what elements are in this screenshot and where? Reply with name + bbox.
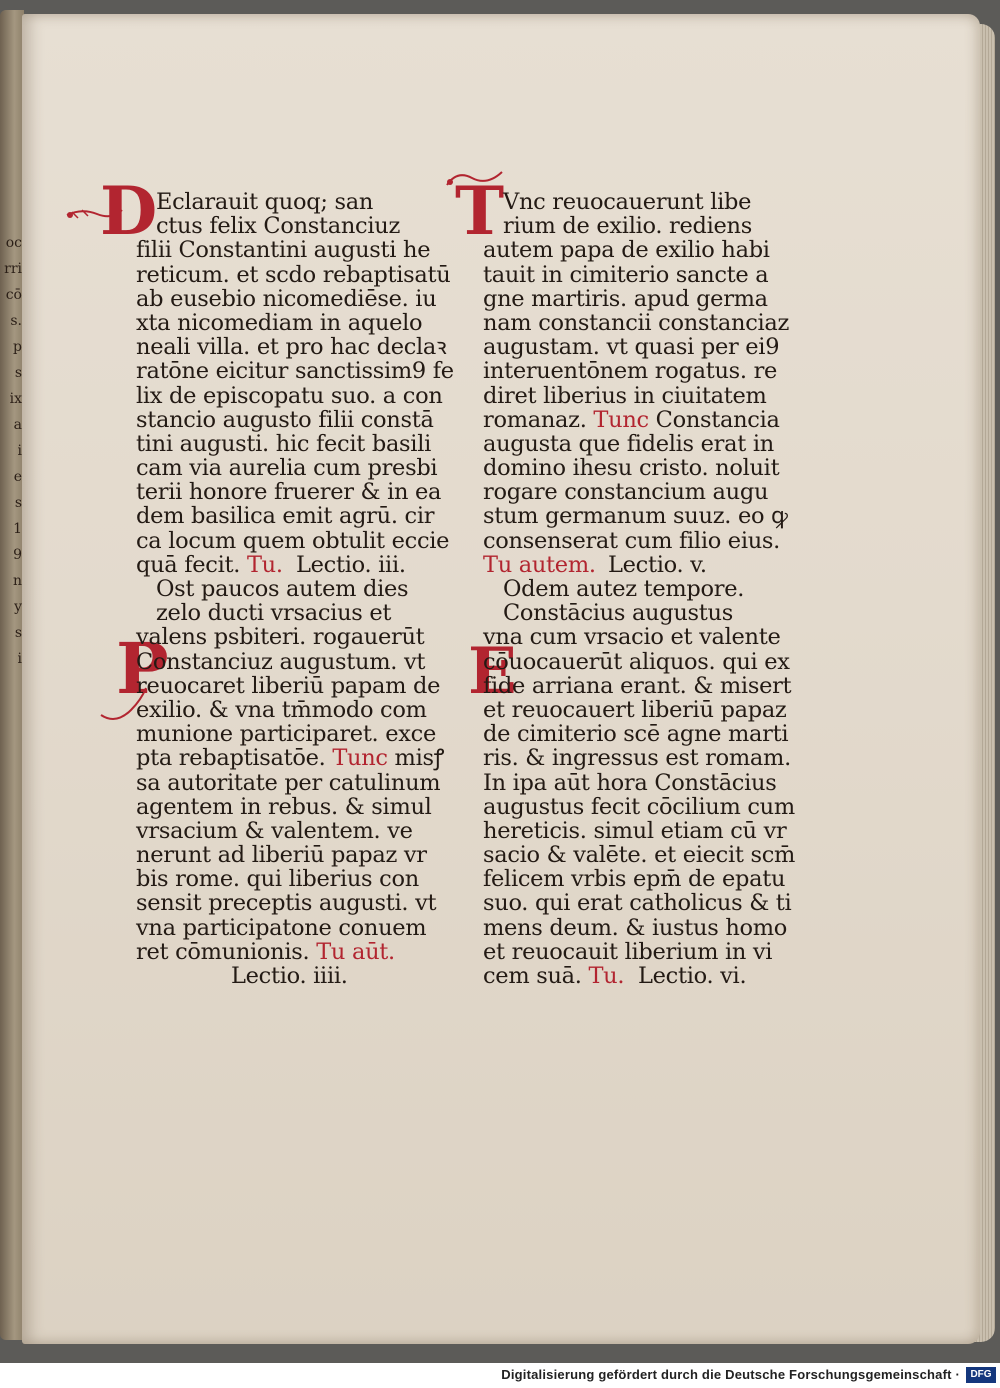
- text-line: xta nicomediam in aquelo: [136, 309, 423, 336]
- left-lectio-2: Lectio. iiii.: [231, 963, 348, 989]
- text-line: ris. & ingressus est romam.: [483, 745, 791, 772]
- text-line: ab eusebio nicomediēse. iu: [136, 285, 437, 312]
- right-section-2: [483, 576, 796, 989]
- text-line: autem papa de exilio habi: [483, 237, 770, 264]
- margin-fragment: i: [17, 651, 22, 667]
- text-line: rogare constancium augu: [483, 479, 769, 506]
- text-line: neali villa. et pro hac declaꝛ: [136, 334, 447, 361]
- text-line: vna participatone conuem: [136, 914, 427, 941]
- text-line: tini augusti. hic fecit basili: [136, 430, 431, 457]
- margin-fragment: y: [14, 599, 22, 615]
- text-line: augustus fecit cōcilium cum: [483, 793, 795, 820]
- text-line: et reuocauert liberiū papaz: [483, 696, 787, 723]
- text-line: cōuocauerūt aliquos. qui ex: [483, 648, 790, 675]
- margin-fragment: oc: [5, 235, 22, 251]
- margin-fragment: n: [12, 573, 22, 589]
- text-line: Constanciuz augustum. vt: [136, 648, 426, 675]
- text-line: fide arriana erant. & misert: [483, 672, 792, 699]
- text-line: In ipa aūt hora Constācius: [483, 769, 777, 796]
- text-line: Ost paucos autem dies: [156, 576, 409, 602]
- text-line: ret cōmunionis. Tu aūt.: [136, 938, 395, 965]
- margin-fragment: 1: [13, 521, 22, 537]
- text-line: ca locum quem obtulit eccie: [136, 527, 450, 554]
- text-line: dem basilica emit agrū. cir: [136, 503, 435, 530]
- text-line: hereticis. simul etiam cū vr: [483, 817, 787, 844]
- text-line: ctus felix Constanciuz: [156, 213, 400, 240]
- text-line: interuentōnem rogatus. re: [483, 358, 778, 385]
- margin-fragment: 9: [13, 547, 22, 563]
- margin-fragment: s: [14, 365, 22, 381]
- right-lectio-1: Lectio. v.: [608, 551, 707, 578]
- text-line: exilio. & vna tm̄modo com: [136, 696, 427, 723]
- text-line: bis rome. qui liberius con: [136, 866, 419, 893]
- margin-fragment: cō: [5, 287, 22, 303]
- text-line: felicem vrbis epm̄ de epatu: [483, 866, 786, 893]
- text-line: filii Constantini augusti he: [136, 237, 431, 264]
- text-line: ratōne eicitur sanctissim9 fe: [136, 358, 454, 385]
- text-line: diret liberius in ciuitatem: [483, 382, 767, 409]
- margin-fragment: e: [13, 469, 22, 485]
- text-line: sensit preceptis augusti. vt: [136, 890, 437, 917]
- text-line: de cimiterio scē agne marti: [483, 721, 789, 748]
- text-line: valens psbiteri. rogauerūt: [136, 624, 425, 651]
- left-text-column: [136, 189, 454, 989]
- text-line: cem suā. Tu.: [483, 963, 625, 989]
- text-line: vrsacium & valentem. ve: [136, 817, 413, 844]
- text-line: rium de exilio. rediens: [503, 213, 752, 240]
- text-line: vna cum vrsacio et valente: [483, 624, 781, 651]
- right-section-1: [483, 189, 790, 578]
- text-line: romanaz. Tunc Constancia: [483, 406, 780, 433]
- text-line: cam via aurelia cum presbi: [136, 455, 438, 482]
- text-line: gne martiris. apud germa: [483, 285, 768, 312]
- previous-page-margin-text: [0, 230, 24, 1050]
- digitization-credit-bar: [0, 1363, 1000, 1388]
- dfg-logo: DFG: [966, 1367, 996, 1383]
- initial-letter-e: E: [468, 634, 517, 709]
- left-section-2: [136, 576, 445, 965]
- initial-letter-d: D: [100, 172, 158, 250]
- text-line: pta rebaptisatōe. Tunc misꝭ: [136, 745, 445, 772]
- initial-letter-p: P: [116, 627, 169, 710]
- credit-text: Digitalisierung gefördert durch die Deutsche Forschungsgemeinschaft ·: [501, 1367, 960, 1382]
- text-line: et reuocauit liberium in vi: [483, 938, 773, 965]
- margin-fragment: s: [14, 625, 22, 641]
- text-line: nam constancii constanciaz: [483, 309, 790, 336]
- text-line: augusta que fidelis erat in: [483, 430, 774, 457]
- text-line: zelo ducti vrsacius et: [156, 600, 392, 627]
- text-line: nerunt ad liberiū papaz vr: [136, 842, 427, 869]
- right-lectio-2: Lectio. vi.: [638, 963, 747, 989]
- text-line: domino ihesu cristo. noluit: [483, 455, 780, 482]
- margin-fragment: rri: [4, 261, 22, 277]
- text-line: stancio augusto filii constā: [136, 406, 434, 433]
- margin-fragment: s: [14, 495, 22, 511]
- left-section-1: [136, 189, 454, 578]
- text-line: Odem autez tempore.: [503, 576, 745, 602]
- margin-fragment: a: [13, 417, 22, 433]
- text-line: agentem in rebus. & simul: [136, 793, 432, 820]
- text-line: reuocaret liberiū papam de: [136, 672, 441, 699]
- margin-fragment: p: [13, 339, 22, 355]
- text-line: sacio & valēte. et eiecit scm̄: [483, 842, 796, 869]
- text-line: reticum. et scdo rebaptisatū: [136, 261, 451, 288]
- initial-letter-t: T: [455, 172, 505, 250]
- text-line: Tu autem.: [483, 551, 596, 578]
- text-line: Vnc reuocauerunt libe: [503, 189, 752, 215]
- text-line: augustam. vt quasi per ei9: [483, 334, 780, 361]
- text-line: Constācius augustus: [503, 600, 733, 627]
- text-line: munione participaret. exce: [136, 721, 436, 748]
- text-line: stum germanum suuz. eo ꝙ: [483, 503, 788, 530]
- text-line: Eclarauit quoq; san: [156, 189, 374, 215]
- text-line: terii honore fruerer & in ea: [136, 479, 442, 506]
- left-lectio-1: Lectio. iii.: [296, 551, 406, 578]
- margin-fragment: s.: [10, 313, 22, 329]
- margin-fragment: i: [17, 443, 22, 459]
- text-line: sa autoritate per catulinum: [136, 769, 441, 796]
- text-line: suo. qui erat catholicus & ti: [483, 890, 792, 917]
- right-text-column: [483, 189, 796, 989]
- margin-fragment: ix: [9, 391, 22, 407]
- text-line: mens deum. & iustus homo: [483, 914, 788, 941]
- text-line: quā fecit. Tu.: [136, 551, 283, 578]
- text-line: tauit in cimiterio sancte a: [483, 261, 769, 288]
- text-line: consenserat cum filio eius.: [483, 527, 781, 554]
- text-line: lix de episcopatu suo. a con: [136, 382, 443, 409]
